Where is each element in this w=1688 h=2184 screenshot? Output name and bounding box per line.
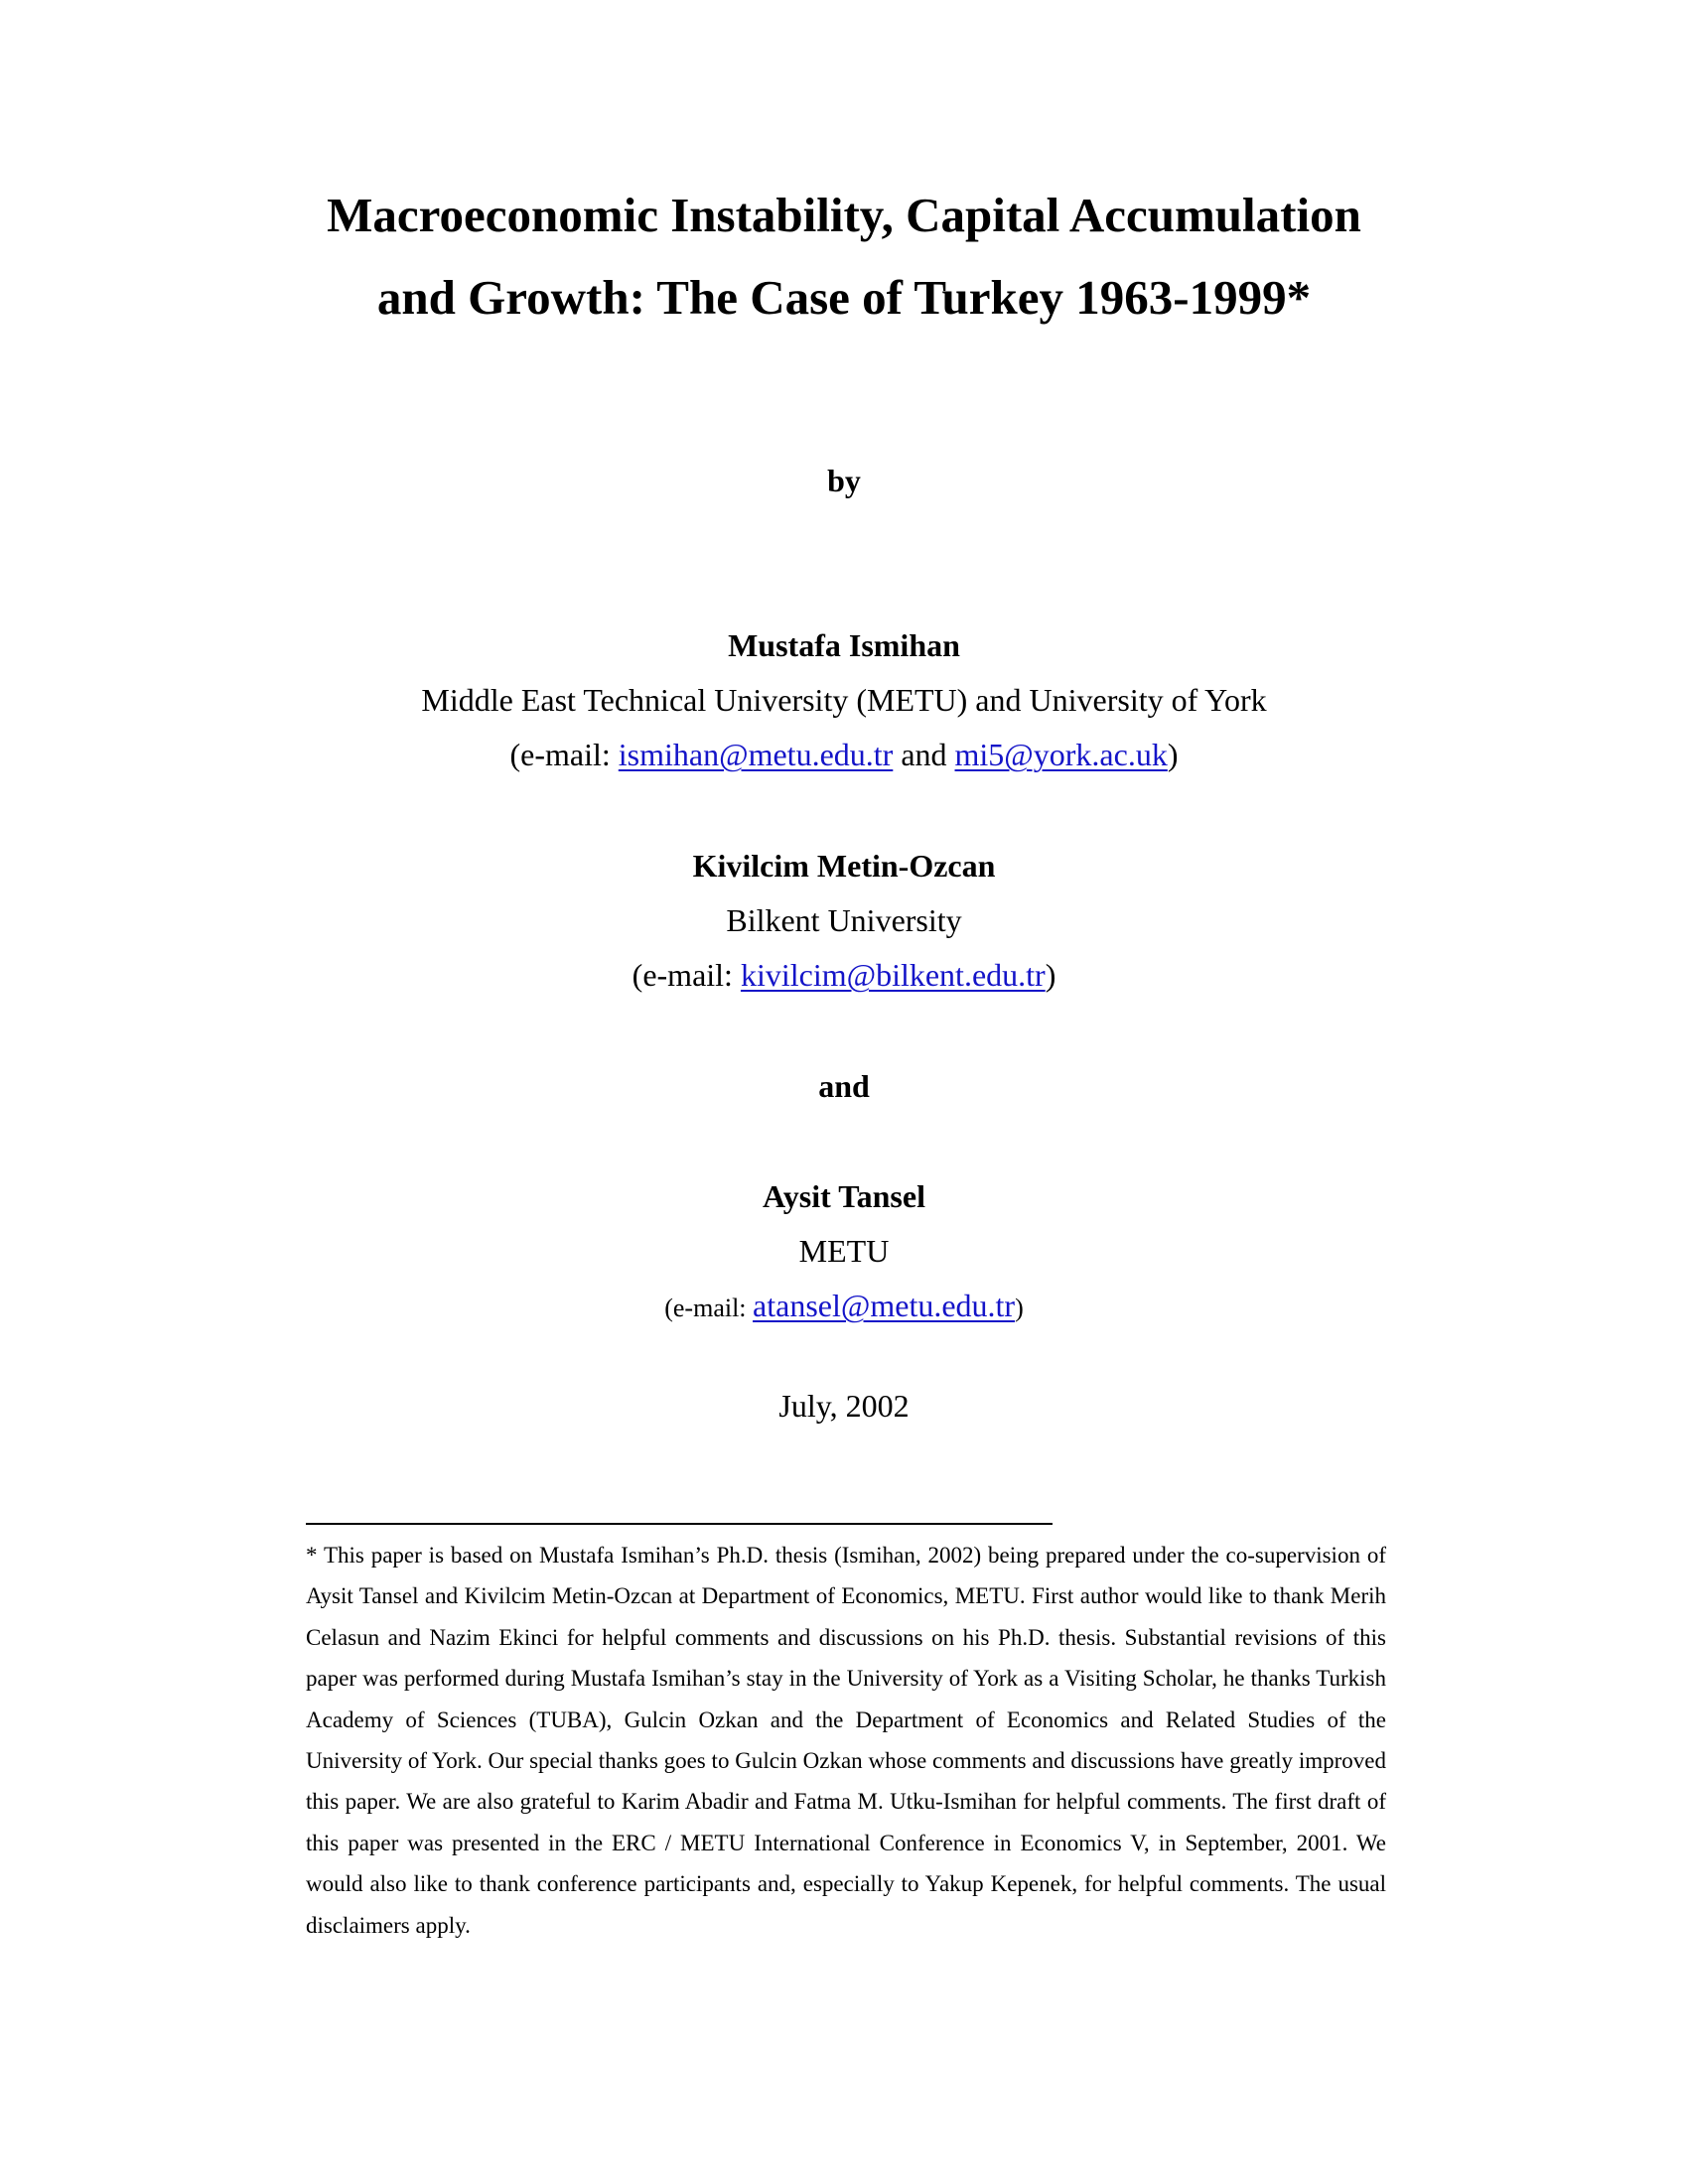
author-1-affiliation: Middle East Technical University (METU) and University of York bbox=[421, 682, 1267, 718]
author-2-email-prefix: (e-mail: bbox=[632, 957, 741, 993]
author-2-affiliation: Bilkent University bbox=[726, 902, 962, 938]
author-1-email-suffix: ) bbox=[1167, 737, 1179, 772]
footnote-text: * This paper is based on Mustafa Ismihan’s Ph.D. thesis (Ismihan, 2002) being prepared under the co-supervision of Aysit Tansel and Kivilcim Metin-Ozcan at Department of Economics, METU. First author would like to thank Merih Celasun and Nazim Ekinci for helpful comments and discussions on his Ph.D. thesis. Substantial revisions of this paper was performed during Mustafa Ismihan’s stay in the University of York as a Visiting Scholar, he thanks Turkish Academy of Sciences (TUBA), Gulcin Ozkan and the Department of Economics and Related Studies of the University of York. Our special thanks goes to Gulcin Ozkan whose comments and discussions have greatly improved this paper. We are also grateful to Karim Abadir and Fatma M. Utku-Ismihan for helpful comments. The first draft of this paper was presented in the ERC / METU International Conference in Economics V, in September, 2001. We would also like to thank conference participants and, especially to Yakup Kepenek, for helpful comments. The usual disclaimers apply. bbox=[306, 1543, 1386, 1938]
author-1-email-link-metu[interactable]: ismihan@metu.edu.tr bbox=[618, 737, 894, 772]
author-3-email-prefix: (e-mail: bbox=[664, 1294, 754, 1322]
author-3-email-link[interactable]: atansel@metu.edu.tr bbox=[753, 1288, 1016, 1323]
author-2-email-suffix: ) bbox=[1045, 957, 1056, 993]
author-2-name: Kivilcim Metin-Ozcan bbox=[692, 848, 996, 884]
author-2-email-link[interactable]: kivilcim@bilkent.edu.tr bbox=[740, 957, 1046, 993]
author-1-email-joiner: and bbox=[893, 737, 955, 772]
author-1-email-line bbox=[0, 735, 1688, 774]
author-1-email-link-york[interactable]: mi5@york.ac.uk bbox=[954, 737, 1168, 772]
author-3-email-suffix: ) bbox=[1015, 1294, 1024, 1322]
paper-title-line-1: Macroeconomic Instability, Capital Accumulation bbox=[327, 188, 1361, 242]
and-label: and bbox=[818, 1068, 870, 1104]
by-label: by bbox=[827, 463, 861, 498]
author-1-name: Mustafa Ismihan bbox=[728, 627, 960, 663]
author-3-affiliation: METU bbox=[798, 1233, 890, 1269]
footnote-separator bbox=[306, 1523, 1053, 1525]
paper-title-line-2: and Growth: The Case of Turkey 1963-1999* bbox=[376, 270, 1312, 325]
paper-date: July, 2002 bbox=[778, 1388, 910, 1424]
author-3-name: Aysit Tansel bbox=[763, 1178, 925, 1214]
author-3-email-line bbox=[0, 1286, 1688, 1328]
author-2-email-line bbox=[0, 955, 1688, 995]
author-1-email-prefix: (e-mail: bbox=[509, 737, 619, 772]
